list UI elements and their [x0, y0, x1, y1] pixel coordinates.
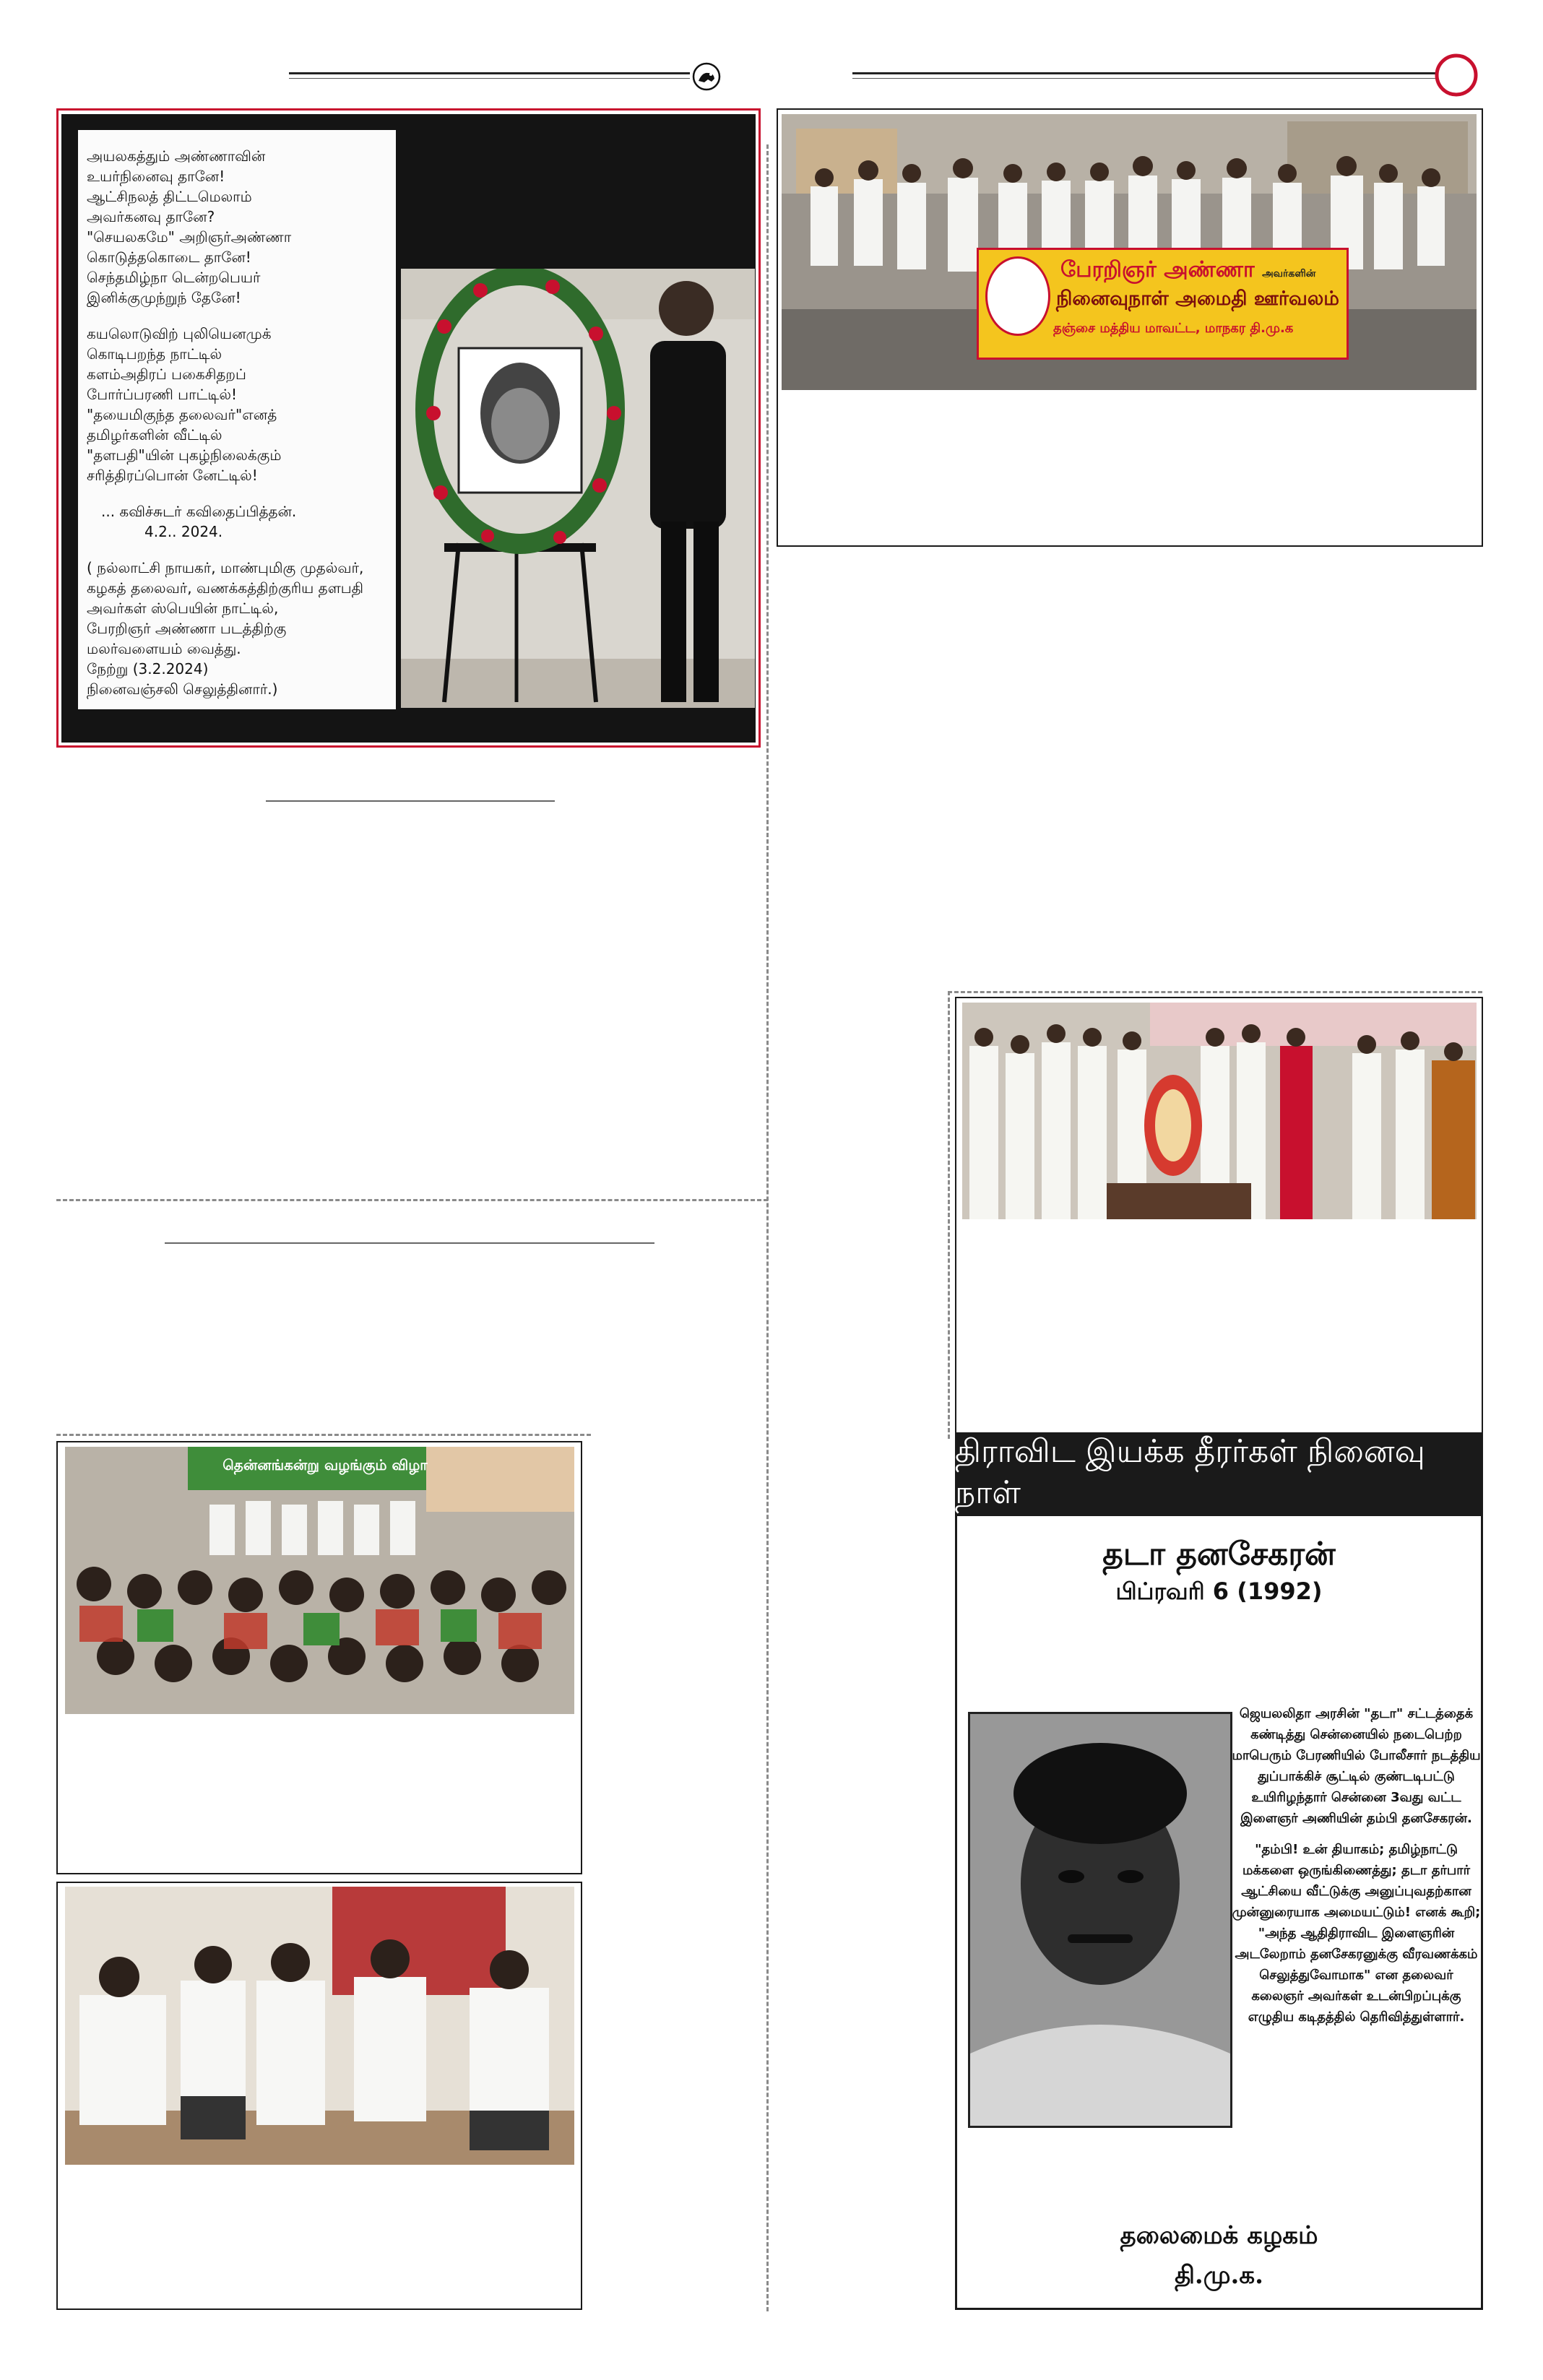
- rally-banner-line3: தஞ்சை மத்திய மாவட்ட, மாநகர தி.மு.க: [1053, 321, 1294, 336]
- event-backdrop-text: தென்னங்கன்று வழங்கும் விழா: [222, 1456, 428, 1474]
- header-rule-right: [852, 72, 1436, 74]
- rising-sun-emblem-icon: [692, 62, 721, 91]
- right-section-divider: [948, 991, 1482, 993]
- header-rule-right-thin: [852, 78, 1436, 79]
- memorial-heading: திராவிட இயக்க தீரர்கள் நினைவு நாள்: [955, 1432, 1483, 1516]
- memorial-date: பிப்ரவரி 6 (1992): [1115, 1578, 1323, 1605]
- rally-banner-line1: பேரறிஞர் அண்ணா அவர்களின்: [1060, 257, 1316, 282]
- memorial-org-line1: தலைமைக் கழகம்: [1120, 2221, 1318, 2250]
- wreath-tribute-photo: [401, 269, 755, 708]
- header-rule-left-thin: [289, 78, 690, 79]
- garland-tribute-photo: [962, 1003, 1477, 1219]
- tribute-poem: அயலகத்தும் அண்ணாவின் உயர்நினைவு தானே! ஆட்சிநலத் திட்டமெலாம் அவர்கனவு தானே? "செயலகமே" அறிஞர்அண்ணா கொடுத்தகொடை தானே! செந்தமிழ்நா டென்றபெயர் இனிக்குமுந்றுந் தேனே! கயலொடுவிற் புலியெனமுக் கொடிபறந்த நாட்டில் களம்அதிரப் பகைசிதறப் போர்ப்பரணி பாட்டில்! "தயைமிகுந்த தலைவர்"எனத் தமிழர்களின் வீட்டில் "தளபதி"யின் புகழ்நிலைக்கும் சரித்திரப்பொன் னேட்டில்! ... கவிச்சுடர் கவிதைப்பித்தன். 4.2.. 2024. ( நல்லாட்சி நாயகர், மாண்புமிகு முதல்வர், கழகத் தலைவர், வணக்கத்திற்குரிய தளபதி அவர்கள் ஸ்பெயின் நாட்டில், பேரறிஞர் அண்ணா படத்திற்கு மலர்வளையம் வைத்து. நேற்று (3.2.2024) நினைவஞ்சலி செலுத்தினார்.): [87, 146, 397, 699]
- header-rule-left: [289, 72, 690, 74]
- column-divider: [766, 144, 769, 2311]
- poem-signature: ... கவிச்சுடர் கவிதைப்பித்தன்.: [101, 503, 297, 520]
- memorial-paragraph-1: ஜெயலலிதா அரசின் "தடா" சட்டத்தைக் கண்டித்து சென்னையில் நடைபெற்ற மாபெரும் பேரணியில் போலீசார் நடத்திய துப்பாக்கிச் சூட்டில் குண்டடிபட்டு உயிரிழந்தார் சென்னை 3வது வட்ட இளைஞர் அணியின் தம்பி தனசேகரன்.: [1232, 1706, 1481, 1826]
- meeting-photo: [65, 1887, 574, 2165]
- memorial-portrait: [968, 1712, 1232, 2128]
- poem-signature-date: 4.2.. 2024.: [144, 523, 223, 540]
- left-short-rule-2: [165, 1242, 654, 1244]
- right-section-vertical: [948, 991, 950, 1439]
- memorial-paragraph-2: "தம்பி! உன் தியாகம்; தமிழ்நாட்டு மக்களை ஒருங்கிணைத்து; தடா தர்பார் ஆட்சியை வீட்டுக்கு அனுப்புவதற்கான முன்னுரையாக அமையட்டும்! எனக் கூறி; "அந்த ஆதிதிராவிட இளைஞரின் அடலேறாம் தனசேகரனுக்கு வீரவணக்கம் செலுத்துவோமாக" என தலைவர் கலைஞர் அவர்கள் உடன்பிறப்புக்கு எழுதிய கடிதத்தில் தெரிவித்துள்ளார்.: [1232, 1842, 1481, 2025]
- left-short-rule: [266, 800, 555, 802]
- memorial-name: தடா தனசேகரன்: [1102, 1536, 1336, 1572]
- left-section-divider-1: [56, 1199, 768, 1201]
- red-circle-icon: [1435, 53, 1478, 97]
- rally-banner-line2: நினைவுநாள் அமைதி ஊர்வலம்: [1056, 287, 1340, 310]
- event-audience-photo: [65, 1447, 574, 1714]
- memorial-text: [1232, 1703, 1481, 2038]
- memorial-org-line2: தி.மு.க.: [1175, 2261, 1263, 2290]
- left-section-divider-2: [56, 1434, 591, 1436]
- rally-banner-portrait: [985, 256, 1050, 336]
